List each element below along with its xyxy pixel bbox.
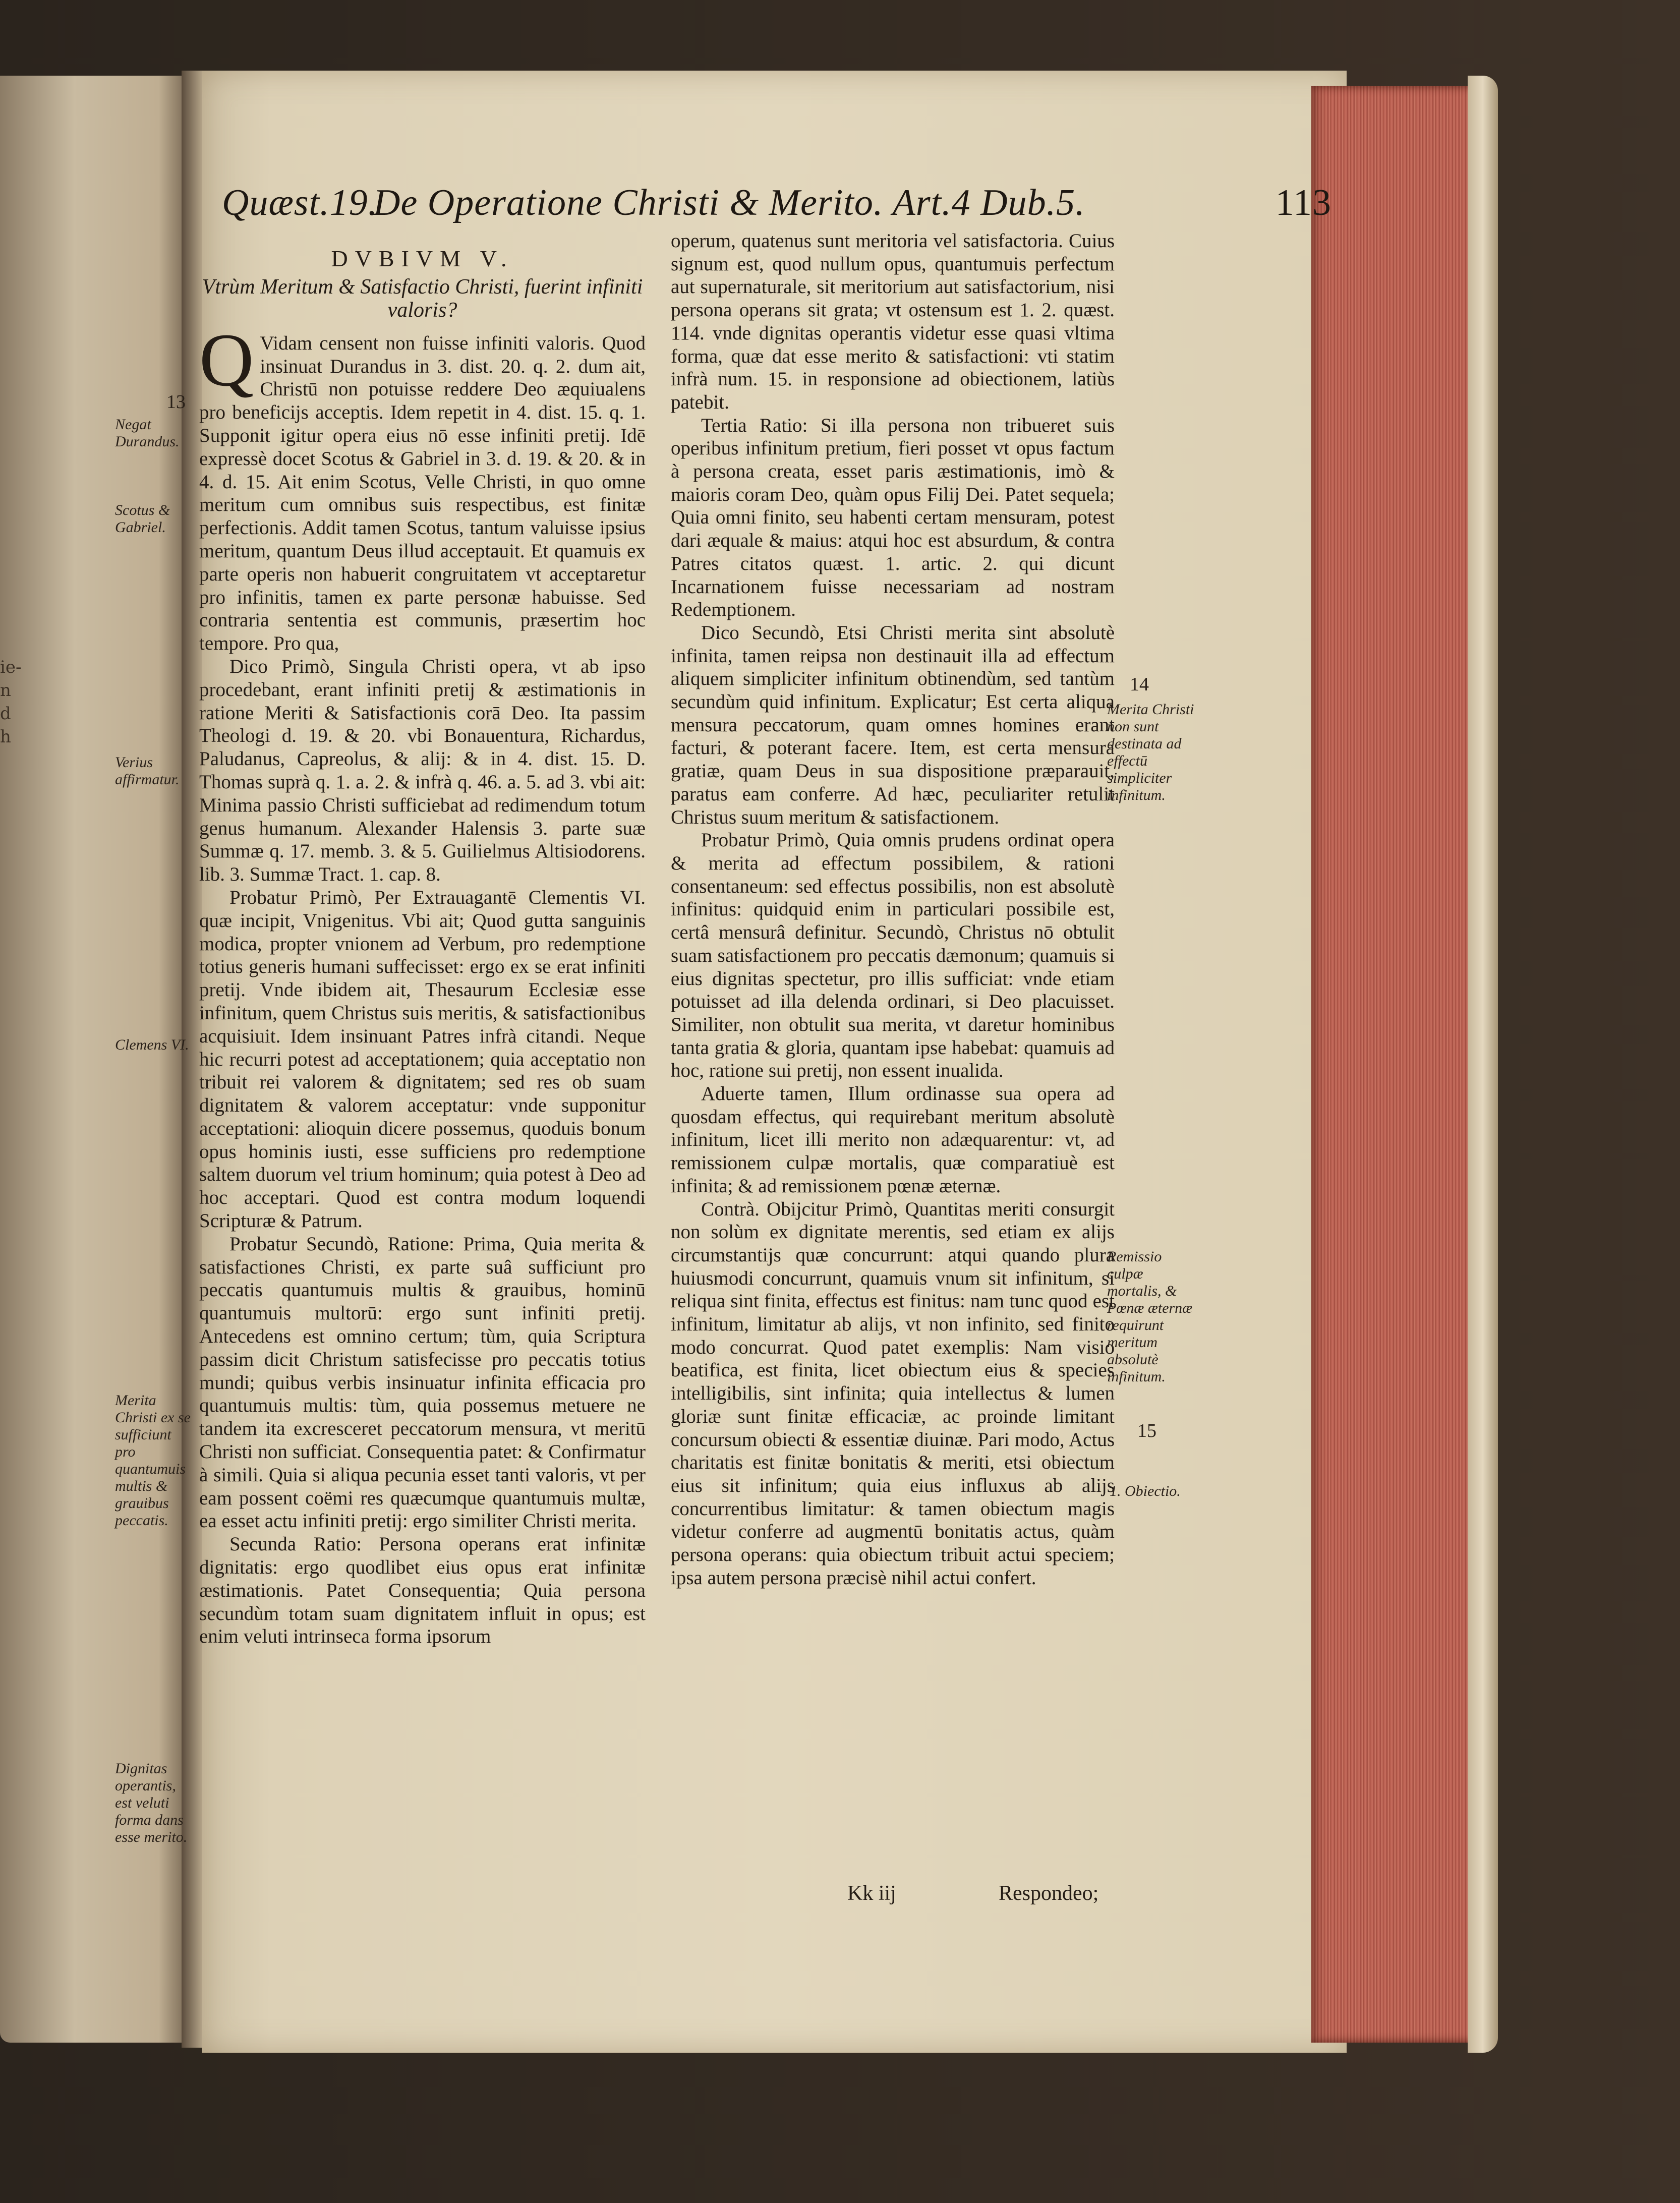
paragraph: Tertia Ratio: Si illa persona non tribueret suis operibus infinitum pretium, fieri posset vt opus factum à persona creata, esset paris æstimationis, imò & maioris coram Deo, quàm opus Filij Dei. Patet sequela; Quia omni finito, seu habenti certam mensuram, potest dari æquale & maius: atqui hoc est absurdum, & contra Patres citatos quæst. 1. artic. 2. qui dicunt Incarnationem fuisse necessariam ad nostram Redemptionem. (671, 414, 1115, 621)
paragraph: Probatur Primò, Per Extrauagantē Clementis VI. quæ incipit, Vnigenitus. Vbi ait; Quod gutta sanguinis modica, propter vnionem ad Verbum, pro redemptione totius generis humani suffecisset: ergo ex se erat infiniti pretij. Vnde ibidem ait, Thesaurum Ecclesiæ esse infinitum, quem Christus suis meritis, & satisfactionibus acquisiuit. Idem insinuant Patres infrà citandi. Neque hic recurri potest ad acceptationem; quia acceptatio non tribuit rei valorem & dignitatem; sed res ob suam dignitatem & valorem acceptatur: vnde supponitur acceptationi: alioquin dicere possemus, quoduis bonum opus hominis iusti, esse sufficiens pro redemptione saltem duorum vel trium hominum; quia potest à Deo ad hoc acceptari. Quod est contra modum loquendi Scripturæ & Patrum. (199, 886, 646, 1232)
margin-note: Merita Christi non sunt destinata ad effectū simpliciter infinitum. (1107, 701, 1194, 803)
paragraph: Dico Secundò, Etsi Christi merita sint absolutè infinita, tamen reipsa non destinauit illa ad effectum aliquem simpliciter infinitum obtinendùm, sed tantùm secundùm quid infinitum. Explicatur; Est certa aliqua mensura peccatorum, quam omnes homines erant facturi, & poterant facere. Item, est certa mensura gratiæ, quam Deus in sua dispositione præparauit, paratus eam conferre. Ad hæc, peculiariter retulit Christus suum meritum & satisfactionem. (671, 621, 1115, 828)
margin-note: Negat Durandus. (115, 416, 180, 450)
margin-number-14: 14 (1130, 674, 1149, 695)
left-page-edge (0, 76, 187, 2043)
margin-note: Scotus & Gabriel. (115, 502, 170, 536)
margin-number-13: 13 (166, 391, 186, 413)
margin-note: 1. Obiectio. (1110, 1483, 1181, 1499)
margin-note: Verius affirmatur. (115, 754, 180, 788)
left-page-cut-text: ie- n d h (0, 657, 22, 747)
section-label: DVBIVM V. (331, 246, 514, 271)
paragraph: Secunda Ratio: Persona operans erat infinitæ dignitatis: ergo quodlibet eius opus erat infinitæ æstimationis. Patet Consequentia; Quia persona secundùm totam suam dignitatem influit in opus; est enim veluti intrinseca forma ipsorum (199, 1533, 646, 1648)
text-column-left (199, 247, 646, 1648)
book-cover-edge (1468, 76, 1498, 2053)
text-column-right (671, 229, 1115, 1589)
margin-number-15: 15 (1137, 1420, 1156, 1441)
paragraph: Aduerte tamen, Illum ordinasse sua opera ad quosdam effectus, qui requirebant meritum absolutè infinitum, licet illi merito non adæquarentur: vt, ad remissionem culpæ mortalis, quæ comparatiuè est infinita; & ad remissionem pœnæ æternæ. (671, 1083, 1115, 1197)
running-header (222, 182, 1331, 227)
paragraph: Contrà. Obijcitur Primò, Quantitas meriti consurgit non solùm ex dignitate merentis, sed etiam ex alijs circumstantijs quæ concurrunt: atqui quando plura huiusmodi concurrunt, quamuis vnum sit infinitum, si reliqua sint finita, effectus est finitus: nam tunc quod est infinitum, limitatur ab alijs, vt non infinito, sed finito modo concurrat. Quod patet exemplis: Nam visio beatifica, est finita, licet obiectum eius & species intelligibilis, sint infinita; quia intellectus & lumen gloriæ sunt finitæ efficaciæ, ac proinde limitant concursum obiecti & essentiæ diuinæ. Pari modo, Actus charitatis est finitæ bonitatis & meriti, etsi obiectum eius sit infinitum; quia eius influxus ab alijs concurrentibus limitatur: & tamen obiectum magis videtur conferre ad augmentū bonitatis actus, quàm persona operans: quia obiectum tribuit actui speciem; ipsa autem persona præcisè nihil actui confert. (671, 1198, 1115, 1589)
paragraph: Dico Primò, Singula Christi opera, vt ab ipso procedebant, erant infiniti pretij & æstimationis in ratione Meriti & Satisfactionis corā Deo. Ita passim Theologi d. 19. & 20. vbi Bonauentura, Richardus, Paludanus, Capreolus, & alij: & in 4. dist. 15. D. Thomas suprà q. 1. a. 2. & infrà q. 46. a. 5. ad 3. vbi ait: Minima passio Christi sufficiebat ad redimendum totum genus humanum. Alexander Halensis 3. parte suæ Summæ q. 17. memb. 3. & 5. Guilielmus Altisiodorens. lib. 3. Summæ Tract. 1. cap. 8. (199, 655, 646, 886)
drop-cap: Q (199, 318, 254, 402)
paragraph: Probatur Primò, Quia omnis prudens ordinat opera & merita ad effectum possibilem, & rationi consentaneum: sed effectus possibilis, non est absolutè infinitus: quidquid enim in particulari possibile est, certâ mensurâ definitur. Secundò, Christus nō obtulit suam satisfactionem pro peccatis dæmonum; quamuis si eius dignitas spectetur, pro illis sufficiat: vnde etiam potuisset ad illa delenda ordinari, si Deo placuisset. Similiter, non obtulit sua merita, vt daretur hominibus tanta gratia & gloria, quantam ipse habebat: quamuis ad hoc, ratione sui pretij, non essent inualida. (671, 829, 1115, 1082)
margin-note: Clemens VI. (115, 1036, 189, 1053)
margin-note: Dignitas operantis, est veluti forma dans esse merito. (115, 1760, 188, 1845)
margin-note: Merita Christi ex se sufficiunt pro quantumuis multis & grauibus peccatis. (115, 1392, 191, 1529)
signature-mark: Kk iij (847, 1882, 896, 1905)
margin-note: Remissio culpæ mortalis, & Pœnæ æternæ requirunt meritum absolutè infinitum. (1107, 1248, 1193, 1385)
header-quaestio: Quæst.19. (222, 182, 378, 223)
catchword: Respondeo; (999, 1882, 1099, 1905)
paragraph: operum, quatenus sunt meritoria vel satisfactoria. Cuius signum est, quod nullum opus, quantumuis perfectum aut supernaturale, sit meritorium aut satisfactorium, nisi persona operans sit grata; vt ostensum est 1. 2. quæst. 114. vnde dignitas operantis videtur esse quasi vltima forma, quæ dat esse merito & satisfactioni: vti statim infrà num. 15. in responsione ad obiectionem, latiùs patebit. (671, 230, 1115, 413)
section-question: Vtrùm Meritum & Satisfactio Christi, fuerint infiniti valoris? (202, 275, 643, 322)
paragraph: Q Vidam censent non fuisse infiniti valoris. Quod insinuat Durandus in 3. dist. 20. q. 2. dum ait, Christū non potuisse reddere Deo æquiualens pro beneficijs acceptis. Idem repetit in 4. dist. 15. q. 1. Supponit igitur opera eius nō esse infiniti pretij. Idē expressè docet Scotus & Gabriel in 3. d. 19. & 20. & in 4. d. 15. Ait enim Scotus, Velle Christi, in quo omne meritum cum omnibus suis respectibus, est finitæ perfectionis. Addit tamen Scotus, tantum valuisse ipsius meritum, quantum Deus illud acceptauit. Et quamuis ex parte operis non habuerit congruitatem vt acceptaretur pro infinitis, tamen ex parte personæ habuisse. Sed contraria sententia est communis, præsertim hoc tempore. Pro qua, (199, 318, 646, 655)
header-title: De Operatione Christi & Merito. Art.4 Dub.5. (373, 182, 1085, 223)
paragraph: Probatur Secundò, Ratione: Prima, Quia merita & satisfactiones Christi, ex parte suâ sufficiunt pro peccatis quantumuis multis & grauibus, hominū quantumuis multorū: ergo sunt infiniti pretij. Antecedens est omnino certum; tùm, quia Scriptura passim dicit Christum satisfecisse pro peccatis totius mundi; quibus verbis insinuatur infinita efficacia pro quantumuis multis: tùm, quia possemus metuere ne tandem ita excresceret peccatorum mensura, vt meritū Christi non sufficiat. Consequentia patet: & Confirmatur à simili. Quia si aliqua pecunia esset tanti valoris, vt per eam possent coëmi res quæcumque quantumuis multæ, ea esset actu infiniti pretij: ergo similiter Christi merita. (199, 1233, 646, 1532)
red-page-edges (1311, 86, 1478, 2043)
page-number: 113 (1275, 182, 1331, 223)
